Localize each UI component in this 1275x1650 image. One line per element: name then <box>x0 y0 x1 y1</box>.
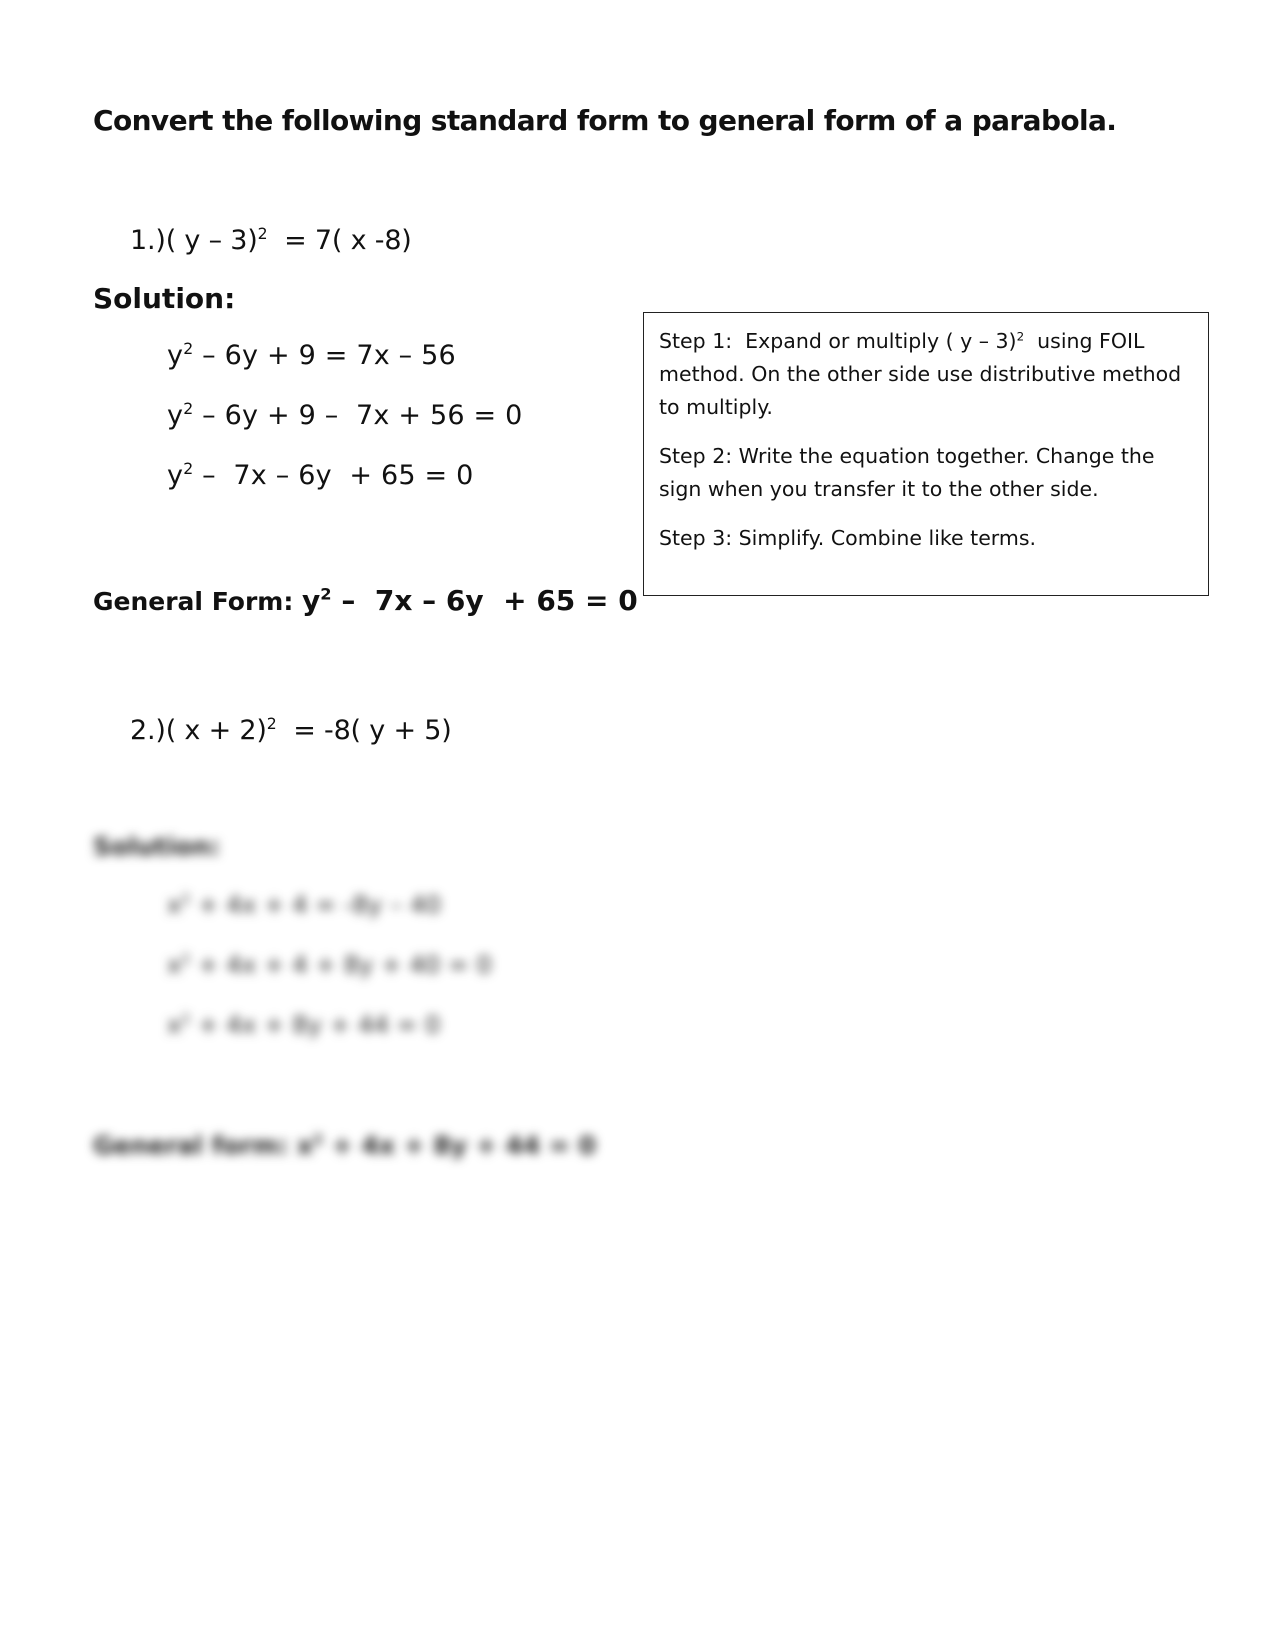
step-1-text: Step 1: Expand or multiply ( y – 3)$^2$ using FOIL method. On the other side use distributive method to multiply. <box>659 329 1188 419</box>
solution-2-line-3: $x^2 + 4x + 8y + 44 = 0$ <box>167 1011 441 1039</box>
problem-1 <box>130 225 412 256</box>
problem-1-lhs: ( y – 3) <box>165 225 258 256</box>
problem-2-rhs: = -8( y + 5) <box>293 715 452 746</box>
problem-2-exponent: 2 <box>266 713 277 733</box>
steps-box <box>643 312 1209 596</box>
problem-2-number: 2.) <box>130 715 166 746</box>
solution-2-line-2: $x^2 + 4x + 4 + 8y + 40 = 0$ <box>167 951 492 979</box>
problem-1-rhs: = 7( x -8) <box>284 225 412 256</box>
step-2-text: Step 2: Write the equation together. Change the sign when you transfer it to the other side. <box>659 444 1155 501</box>
general-form-1-label: General Form: <box>93 587 303 616</box>
problem-1-number: 1.) <box>130 225 166 256</box>
step-3-text: Step 3: Simplify. Combine like terms. <box>659 526 1037 550</box>
problem-2 <box>130 715 452 746</box>
problem-2-lhs: ( x + 2) <box>165 715 267 746</box>
solution-2-label: Solution: <box>93 832 221 861</box>
solution-1-label: Solution: <box>93 282 236 315</box>
page-title: Convert the following standard form to general form of a parabola. <box>93 104 1117 137</box>
general-form-1-equation: $y^2 - 7x - 6y + 65 = 0$ <box>302 584 638 617</box>
solution-2-line-1: $x^2 + 4x + 4 = -8y - 40$ <box>167 891 442 919</box>
problem-1-exponent: 2 <box>257 223 268 243</box>
general-form-1 <box>93 584 638 617</box>
solution-1-line-3: $y^2 - 7x - 6y + 65 = 0$ <box>167 458 474 491</box>
solution-1-line-1: $y^2 - 6y + 9 = 7x - 56$ <box>167 338 456 371</box>
solution-1-line-2: $y^2 - 6y + 9 - 7x + 56 = 0$ <box>167 398 523 431</box>
general-form-2: General form: $x^2 + 4x + 8y + 44 = 0$ <box>93 1131 596 1160</box>
